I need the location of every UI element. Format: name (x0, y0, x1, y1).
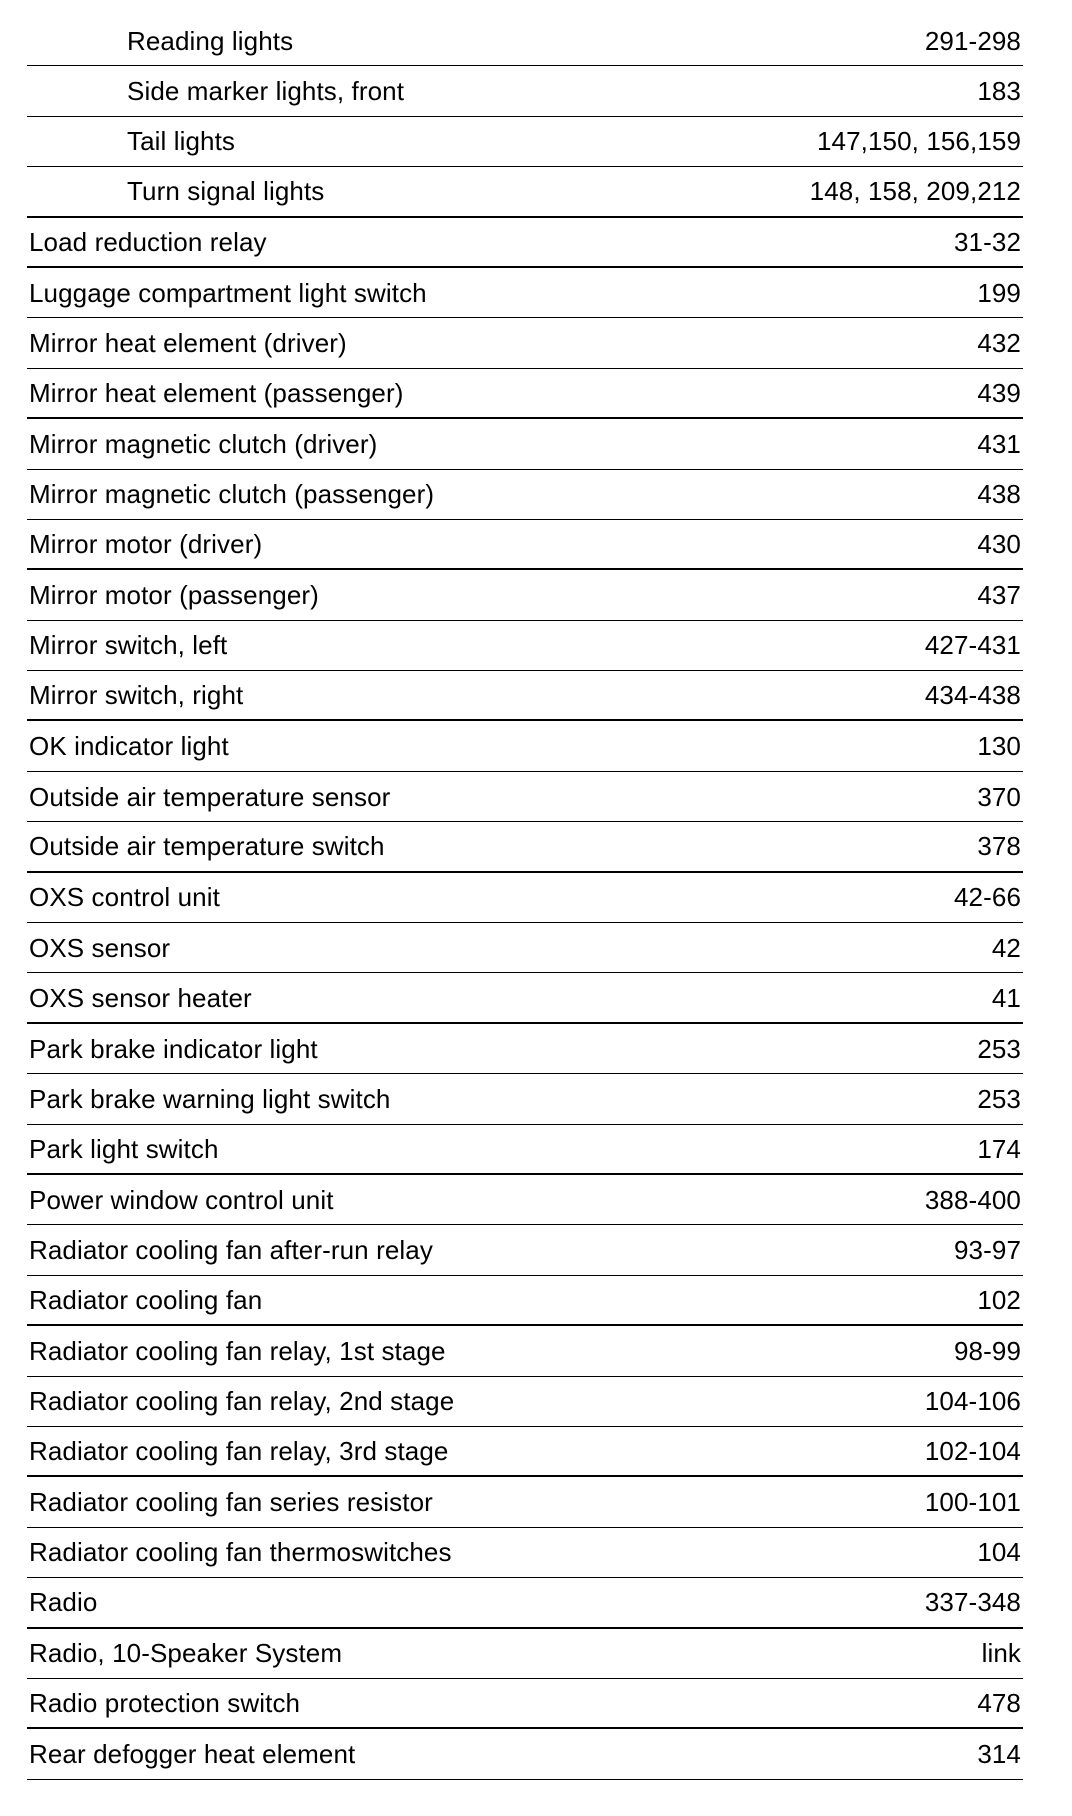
index-row-reading-lights (27, 16, 1023, 66)
entry-pages: 439 (977, 377, 1021, 408)
index-row-oxs-control-unit (27, 873, 1023, 923)
index-row-mirror-heat-element-passenger (27, 369, 1023, 419)
entry-pages: 437 (977, 579, 1021, 610)
entry-pages: 253 (977, 1033, 1021, 1064)
entry-pages: 291-298 (924, 25, 1021, 56)
entry-label: Turn signal lights (127, 176, 325, 207)
index-row-rear-defogger-heat-element (27, 1729, 1023, 1779)
entry-pages: 431 (977, 428, 1021, 459)
entry-pages: 432 (977, 328, 1021, 359)
entry-label: OK indicator light (29, 731, 229, 762)
entry-pages: 42 (991, 932, 1021, 963)
index-row-mirror-switch-left (27, 621, 1023, 671)
entry-pages: 370 (977, 781, 1021, 812)
index-row-outside-air-temperature-switch (27, 822, 1023, 872)
entry-label: Mirror magnetic clutch (driver) (29, 428, 378, 459)
entry-label: Tail lights (127, 126, 236, 157)
index-row-radio-protection-switch (27, 1679, 1023, 1729)
index-row-radiator-cooling-fan-relay-1st-stage (27, 1326, 1023, 1376)
entry-label: Radiator cooling fan after-run relay (29, 1235, 433, 1266)
entry-pages: 104-106 (924, 1386, 1021, 1417)
entry-label: Park brake warning light switch (29, 1083, 391, 1114)
entry-label: Reading lights (127, 25, 294, 56)
entry-label: Mirror heat element (driver) (29, 328, 347, 359)
index-row-turn-signal-lights (27, 167, 1023, 217)
entry-pages: 174 (977, 1133, 1021, 1164)
entry-pages: 98-99 (954, 1335, 1021, 1366)
entry-pages: 130 (977, 731, 1021, 762)
entry-label: Radiator cooling fan relay, 2nd stage (29, 1386, 455, 1417)
index-row-radiator-cooling-fan (27, 1276, 1023, 1326)
index-row-mirror-heat-element-driver (27, 318, 1023, 368)
entry-label: Side marker lights, front (127, 76, 405, 107)
entry-label: Radiator cooling fan thermoswitches (29, 1537, 452, 1568)
index-row-mirror-motor-passenger (27, 570, 1023, 620)
index-row-radiator-cooling-fan-relay-2nd-stage (27, 1377, 1023, 1427)
index-row-mirror-switch-right (27, 671, 1023, 721)
entry-pages: 104 (977, 1537, 1021, 1568)
index-row-radio (27, 1578, 1023, 1628)
entry-label: Load reduction relay (29, 226, 267, 257)
entry-label: Outside air temperature sensor (29, 781, 391, 812)
entry-pages: 100-101 (924, 1487, 1021, 1518)
entry-label: Radiator cooling fan relay, 1st stage (29, 1335, 446, 1366)
entry-label: Mirror motor (driver) (29, 529, 263, 560)
entry-label: Radio (29, 1587, 98, 1618)
entry-label: Power window control unit (29, 1184, 334, 1215)
index-row-power-window-control-unit (27, 1175, 1023, 1225)
index-row-oxs-sensor-heater (27, 973, 1023, 1023)
index-row-mirror-magnetic-clutch-driver (27, 419, 1023, 469)
entry-label: Mirror switch, right (29, 680, 244, 711)
entry-label: OXS control unit (29, 882, 220, 913)
index-row-outside-air-temperature-sensor (27, 772, 1023, 822)
entry-pages: 388-400 (924, 1184, 1021, 1215)
index-row-ok-indicator-light (27, 721, 1023, 771)
entry-pages: 253 (977, 1083, 1021, 1114)
index-row-tail-lights (27, 117, 1023, 167)
entry-label: Rear defogger heat element (29, 1738, 356, 1769)
entry-label: Radio protection switch (29, 1688, 301, 1719)
entry-label: Luggage compartment light switch (29, 277, 427, 308)
index-row-radiator-cooling-fan-thermoswitches (27, 1528, 1023, 1578)
index-row-radiator-cooling-fan-series-resistor (27, 1477, 1023, 1527)
entry-pages: 199 (977, 277, 1021, 308)
entry-label: Mirror heat element (passenger) (29, 377, 404, 408)
entry-pages: 42-66 (954, 882, 1021, 913)
entry-pages-link[interactable]: link (981, 1638, 1021, 1669)
index-row-oxs-sensor (27, 923, 1023, 973)
entry-label: Radiator cooling fan series resistor (29, 1487, 433, 1518)
index-row-luggage-compartment-light-switch (27, 268, 1023, 318)
index-row-mirror-motor-driver (27, 520, 1023, 570)
wiring-diagram-index-table (27, 16, 1023, 1780)
entry-pages: 478 (977, 1688, 1021, 1719)
entry-label: OXS sensor (29, 932, 171, 963)
entry-pages: 102 (977, 1284, 1021, 1315)
entry-pages: 93-97 (954, 1235, 1021, 1266)
entry-label: Radio, 10-Speaker System (29, 1638, 343, 1669)
entry-label: Mirror switch, left (29, 630, 228, 661)
entry-pages: 337-348 (924, 1587, 1021, 1618)
entry-label: OXS sensor heater (29, 982, 252, 1013)
index-row-radiator-cooling-fan-after-run-relay (27, 1225, 1023, 1275)
entry-label: Radiator cooling fan relay, 3rd stage (29, 1436, 449, 1467)
entry-pages: 314 (977, 1738, 1021, 1769)
index-row-load-reduction-relay (27, 218, 1023, 268)
entry-label: Park brake indicator light (29, 1033, 318, 1064)
index-row-park-brake-warning-light-switch (27, 1074, 1023, 1124)
entry-pages: 378 (977, 831, 1021, 862)
index-row-park-brake-indicator-light (27, 1024, 1023, 1074)
entry-pages: 434-438 (924, 680, 1021, 711)
entry-pages: 41 (991, 982, 1021, 1013)
entry-label: Mirror magnetic clutch (passenger) (29, 479, 435, 510)
entry-pages: 148, 158, 209,212 (809, 176, 1021, 207)
entry-label: Outside air temperature switch (29, 831, 385, 862)
entry-pages: 183 (977, 76, 1021, 107)
entry-label: Park light switch (29, 1133, 219, 1164)
entry-pages: 427-431 (924, 630, 1021, 661)
entry-label: Mirror motor (passenger) (29, 579, 319, 610)
entry-pages: 102-104 (924, 1436, 1021, 1467)
entry-pages: 147,150, 156,159 (816, 126, 1021, 157)
entry-label: Radiator cooling fan (29, 1284, 263, 1315)
entry-pages: 438 (977, 479, 1021, 510)
index-row-radio-10-speaker-system (27, 1629, 1023, 1679)
index-row-mirror-magnetic-clutch-passenger (27, 470, 1023, 520)
entry-pages: 430 (977, 529, 1021, 560)
index-row-park-light-switch (27, 1125, 1023, 1175)
entry-pages: 31-32 (954, 226, 1021, 257)
index-row-radiator-cooling-fan-relay-3rd-stage (27, 1427, 1023, 1477)
index-row-side-marker-lights-front (27, 66, 1023, 116)
